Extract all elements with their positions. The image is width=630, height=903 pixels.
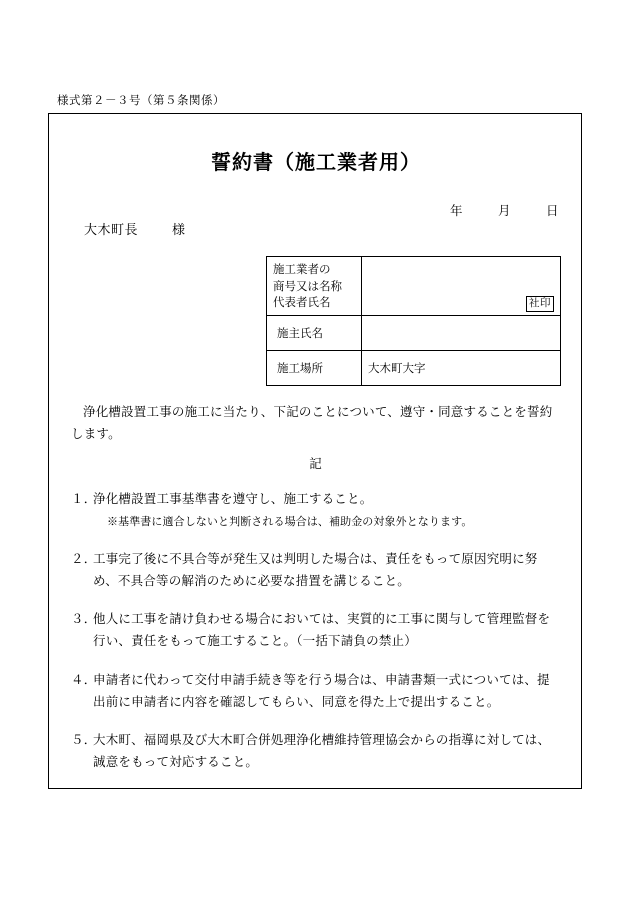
item-number: ５． (71, 732, 97, 748)
item-number: ４． (71, 671, 97, 687)
page-title: 誓約書（施工業者用） (211, 150, 421, 174)
addressee-honorific: 様 (172, 223, 186, 238)
list-item (71, 488, 561, 532)
item-text-wrap (71, 729, 561, 774)
item-text-wrap (71, 608, 561, 653)
item-text: 工事完了後に不具合等が発生又は判明した場合は、責任をもって原因究明に努め、不具合等の解消のために必要な措置を講じること。 (93, 550, 538, 588)
table-row (267, 316, 561, 351)
contractor-label-line-2: 商号又は名称 (273, 278, 342, 293)
form-code: 様式第２－３号（第５条関係） (57, 93, 225, 107)
item-text-wrap (71, 669, 561, 714)
body-area (71, 401, 561, 774)
item-text: 他人に工事を請け負わせる場合においては、実質的に工事に関与して管理監督を行い、責任をもって施工すること。（一括下請負の禁止） (93, 611, 551, 649)
item-note: ※基準書に適合しないと判断される場合は、補助金の対象外となります。 (107, 515, 473, 528)
item-text: 大木町、福岡県及び大木町合併処理浄化槽維持管理協会からの指導に対しては、誠意をもって対応すること。 (93, 732, 551, 770)
contractor-label (267, 257, 362, 316)
company-seal-box: 社印 (526, 296, 554, 312)
list-item (71, 669, 561, 714)
applicant-info-table (266, 256, 561, 386)
owner-value-field[interactable] (362, 316, 561, 351)
contractor-label-line-1: 施工業者の (273, 262, 331, 276)
item-number: ２． (71, 550, 97, 566)
list-item (71, 548, 561, 593)
contractor-label-line-3: 代表者氏名 (273, 295, 331, 310)
addressee (84, 219, 186, 238)
owner-label: 施主氏名 (267, 316, 362, 351)
lead-paragraph: 浄化槽設置工事の施工に当たり、下記のことについて、遵守・同意することを誓約します。 (71, 404, 553, 441)
month-label: 月 (498, 203, 512, 218)
item-text-wrap (71, 548, 561, 593)
ki-heading: 記 (309, 455, 323, 471)
year-label: 年 (450, 203, 464, 218)
document-frame (48, 113, 582, 789)
day-label: 日 (545, 203, 559, 218)
addressee-name: 大木町長 (84, 223, 139, 238)
date-line (450, 201, 559, 219)
item-text: 申請者に代わって交付申請手続き等を行う場合は、申請書類一式については、提出前に申請者に内容を確認してもらい、同意を得た上で提出すること。 (93, 671, 550, 709)
item-text: 浄化槽設置工事基準書を遵守し、施工すること。 (93, 490, 373, 506)
item-number: １． (71, 490, 97, 506)
table-row (267, 257, 561, 316)
contractor-value-field[interactable] (362, 257, 561, 316)
list-item (71, 729, 561, 774)
item-number: ３． (71, 611, 97, 627)
list-item (71, 608, 561, 653)
site-value-field[interactable]: 大木町大字 (362, 351, 561, 386)
site-label: 施工場所 (267, 351, 362, 386)
table-row (267, 351, 561, 386)
item-text-wrap (71, 488, 561, 510)
